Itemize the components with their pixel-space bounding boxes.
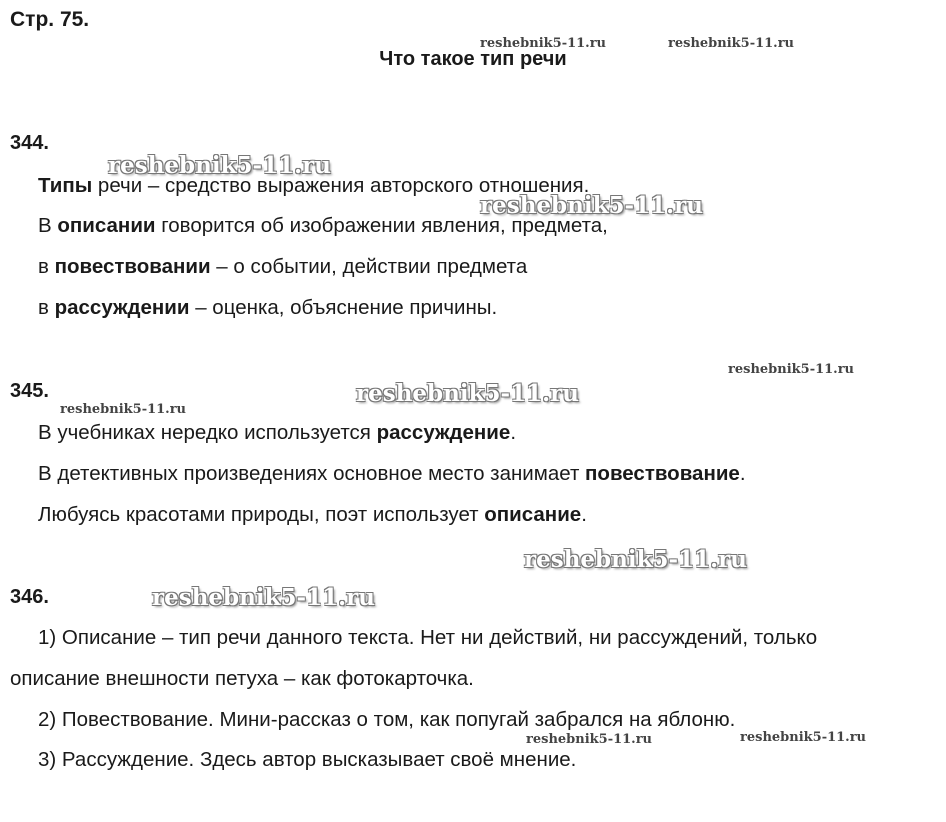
watermark: reshebnik5-11.ru — [524, 546, 747, 573]
watermark: reshebnik5-11.ru — [740, 730, 867, 745]
watermark: reshebnik5-11.ru — [480, 36, 607, 51]
bold-term: повествовании — [54, 255, 211, 278]
bold-term: рассуждение — [376, 421, 511, 444]
text-line: Любуясь красотами природы, поэт использует описание. — [38, 503, 587, 526]
exercise-number: 346. — [10, 586, 49, 608]
page-title: Что такое тип речи — [379, 48, 567, 70]
watermark: reshebnik5-11.ru — [480, 192, 703, 219]
watermark: reshebnik5-11.ru — [356, 380, 579, 407]
watermark: reshebnik5-11.ru — [728, 362, 855, 377]
text-line: описание внешности петуха – как фотокарточка. — [10, 667, 474, 690]
bold-term: рассуждении — [54, 296, 190, 319]
exercise-number: 345. — [10, 380, 49, 402]
watermark: reshebnik5-11.ru — [108, 152, 331, 179]
bold-term: повествование — [585, 462, 740, 485]
page-number: Стр. 75. — [10, 8, 90, 31]
text-line: 2) Повествование. Мини-рассказ о том, как попугай забрался на яблоню. — [38, 708, 736, 731]
text-line: В описании говорится об изображении явления, предмета, — [38, 214, 608, 237]
bold-term: описании — [57, 214, 156, 237]
text-line: 3) Рассуждение. Здесь автор высказывает своё мнение. — [38, 748, 577, 771]
text-line: В детективных произведениях основное место занимает повествование. — [38, 462, 746, 485]
watermark: reshebnik5-11.ru — [668, 36, 795, 51]
text-line: в повествовании – о событии, действии предмета — [38, 255, 528, 278]
watermark: reshebnik5-11.ru — [152, 584, 375, 611]
text-line: Типы речи – средство выражения авторского отношения. — [38, 174, 590, 197]
exercise-number: 344. — [10, 132, 49, 154]
watermark: reshebnik5-11.ru — [60, 402, 187, 417]
bold-term: описание — [484, 503, 582, 526]
watermark: reshebnik5-11.ru — [526, 732, 653, 747]
text-line: в рассуждении – оценка, объяснение причины. — [38, 296, 498, 319]
bold-term: Типы — [38, 174, 93, 197]
text-line: В учебниках нередко используется рассуждение. — [38, 421, 517, 444]
text-line: 1) Описание – тип речи данного текста. Нет ни действий, ни рассуждений, только — [38, 626, 818, 649]
